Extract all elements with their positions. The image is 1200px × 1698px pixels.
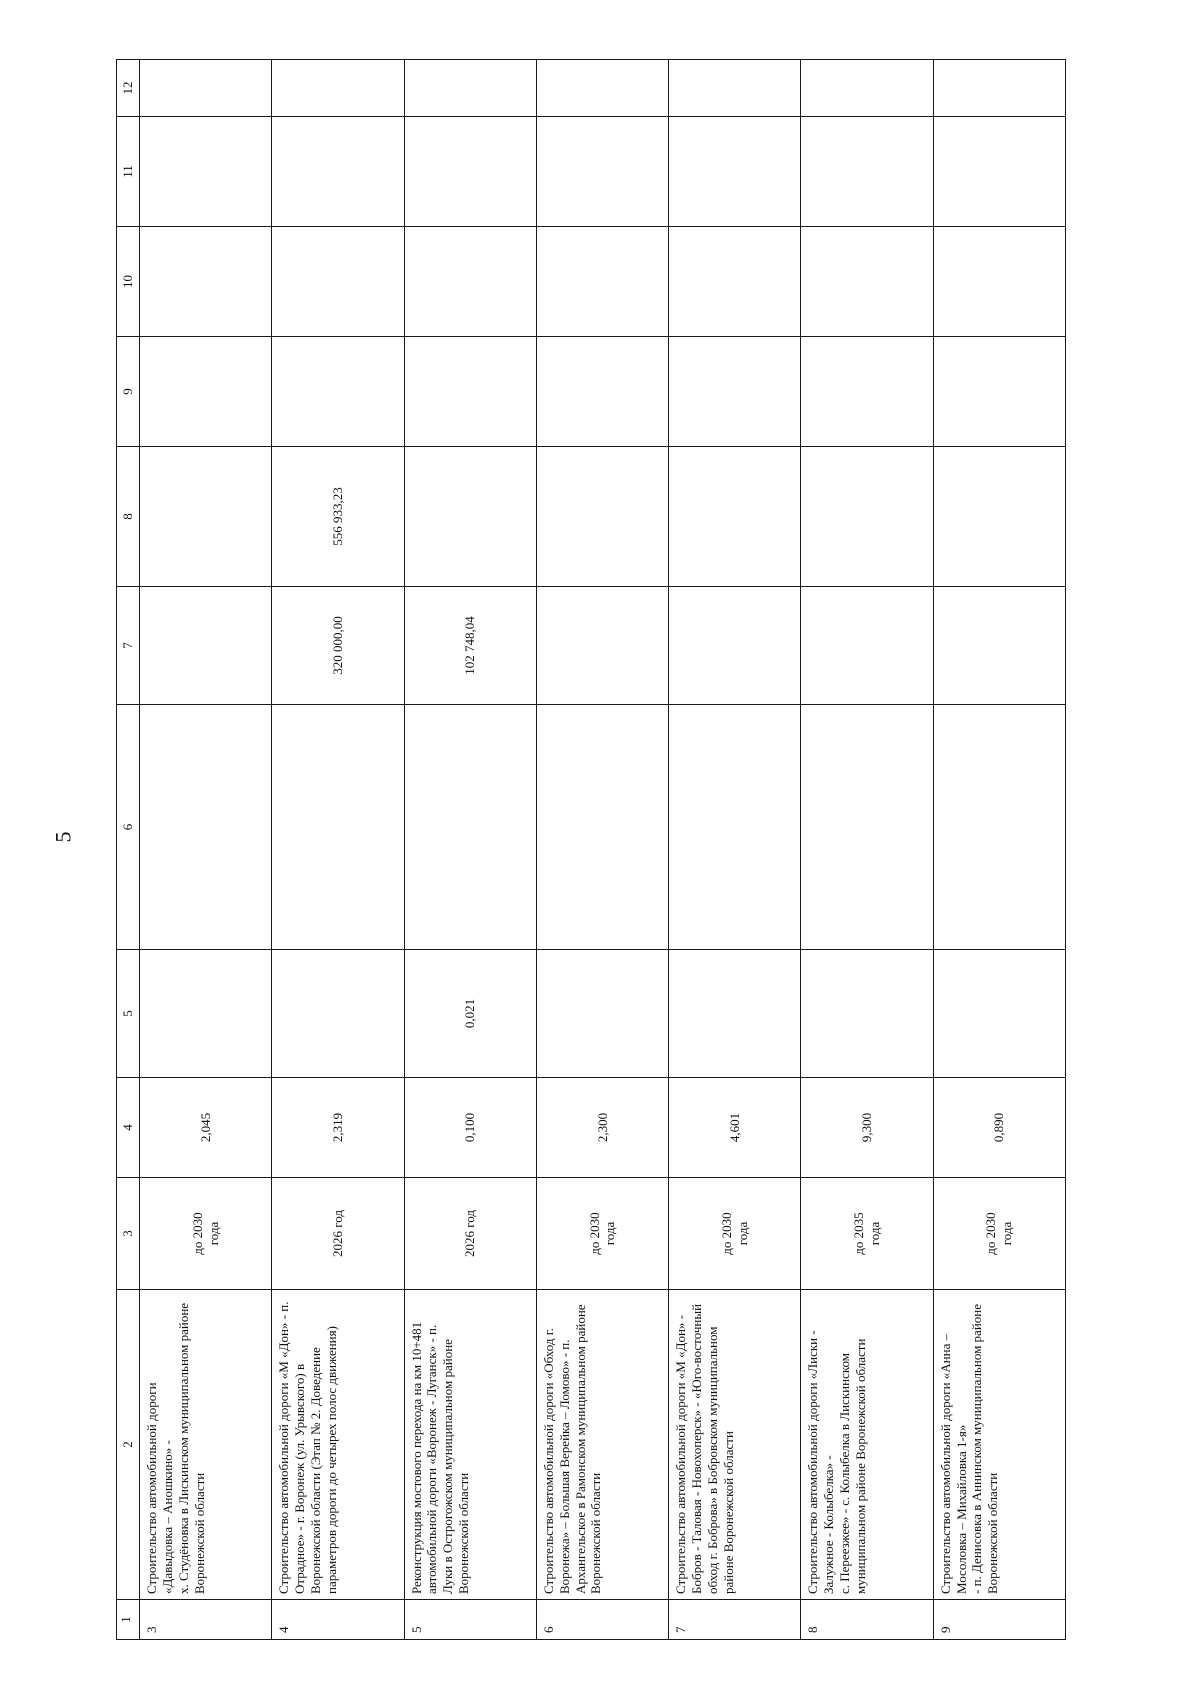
- col12-cell: [933, 60, 1065, 117]
- column-header: 2: [117, 1290, 140, 1600]
- table-stage: [116, 60, 1066, 1640]
- row-number-cell: 4: [272, 1600, 404, 1640]
- column-header: 7: [117, 587, 140, 705]
- length-cell: 9,300: [801, 1078, 933, 1178]
- col7-cell: 320 000,00: [272, 587, 404, 705]
- page-number: 5: [50, 831, 76, 843]
- deadline-cell: до 2035 года: [801, 1178, 933, 1290]
- col5-cell: [669, 950, 801, 1078]
- col9-cell: [139, 337, 271, 447]
- col11-cell: [933, 117, 1065, 227]
- col6-cell: [404, 705, 536, 950]
- col11-cell: [669, 117, 801, 227]
- col9-cell: [933, 337, 1065, 447]
- col10-cell: [536, 227, 668, 337]
- col12-cell: [801, 60, 933, 117]
- col8-cell: [404, 447, 536, 587]
- object-name-cell: Строительство автомобильной дороги «Обход г. Воронежа» – Большая Верейка – Ломово» - п. Архангельское в Рамонском муниципальном районе Воронежской области: [536, 1290, 668, 1600]
- col6-cell: [669, 705, 801, 950]
- column-header: 4: [117, 1078, 140, 1178]
- row-number-cell: 9: [933, 1600, 1065, 1640]
- column-header: 3: [117, 1178, 140, 1290]
- length-cell: 2,045: [139, 1078, 271, 1178]
- col5-cell: [801, 950, 933, 1078]
- row-number-cell: 6: [536, 1600, 668, 1640]
- col8-cell: [669, 447, 801, 587]
- col10-cell: [139, 227, 271, 337]
- col10-cell: [801, 227, 933, 337]
- column-header: 8: [117, 447, 140, 587]
- col9-cell: [272, 337, 404, 447]
- object-name-cell: Строительство автомобильной дороги «М «Дон» - п. Отрадное» - г. Воронеж (ул. Урывского) в Воронежской области (Этап № 2. Доведение параметров дороги до четырех полос движения): [272, 1290, 404, 1600]
- table-row: [272, 60, 404, 1640]
- col11-cell: [404, 117, 536, 227]
- column-header: 1: [117, 1600, 140, 1640]
- col9-cell: [801, 337, 933, 447]
- col7-cell: [536, 587, 668, 705]
- col12-cell: [536, 60, 668, 117]
- table-row: [404, 60, 536, 1640]
- col9-cell: [404, 337, 536, 447]
- column-header: 6: [117, 705, 140, 950]
- row-number-cell: 7: [669, 1600, 801, 1640]
- object-name-cell: Строительство автомобильной дороги «М «Дон» - Бобров - Таловая - Новохоперск» - «Юго-восточный обход г. Боброва» в Бобровском муниципальном районе Воронежской области: [669, 1290, 801, 1600]
- col6-cell: [272, 705, 404, 950]
- col5-cell: [536, 950, 668, 1078]
- col6-cell: [139, 705, 271, 950]
- col7-cell: [669, 587, 801, 705]
- col5-cell: 0,021: [404, 950, 536, 1078]
- length-cell: 0,890: [933, 1078, 1065, 1178]
- col7-cell: [139, 587, 271, 705]
- deadline-cell: 2026 год: [404, 1178, 536, 1290]
- col8-cell: [933, 447, 1065, 587]
- col9-cell: [536, 337, 668, 447]
- object-name-cell: Строительство автомобильной дороги «Анна – Мосоловка – Михайловка 1-я» - п. Денисовка в Аннинском муниципальном районе Воронежской области: [933, 1290, 1065, 1600]
- deadline-cell: 2026 год: [272, 1178, 404, 1290]
- col8-cell: [536, 447, 668, 587]
- col11-cell: [272, 117, 404, 227]
- col9-cell: [669, 337, 801, 447]
- deadline-cell: до 2030 года: [139, 1178, 271, 1290]
- col5-cell: [272, 950, 404, 1078]
- col11-cell: [536, 117, 668, 227]
- road-projects-table: [116, 59, 1066, 1640]
- deadline-cell: до 2030 года: [933, 1178, 1065, 1290]
- col6-cell: [933, 705, 1065, 950]
- col6-cell: [536, 705, 668, 950]
- length-cell: 0,100: [404, 1078, 536, 1178]
- col12-cell: [272, 60, 404, 117]
- table-row: [933, 60, 1065, 1640]
- object-name-cell: Строительство автомобильной дороги «Лиски - Залужное - Колыбелка» - с. Переезжее» - с. Колыбелка в Лискинском муниципальном районе Воронежской области: [801, 1290, 933, 1600]
- col5-cell: [139, 950, 271, 1078]
- col10-cell: [669, 227, 801, 337]
- col8-cell: [139, 447, 271, 587]
- length-cell: 4,601: [669, 1078, 801, 1178]
- table-row: [801, 60, 933, 1640]
- length-cell: 2,300: [536, 1078, 668, 1178]
- col7-cell: 102 748,04: [404, 587, 536, 705]
- deadline-cell: до 2030 года: [669, 1178, 801, 1290]
- table-row: [669, 60, 801, 1640]
- table-row: [139, 60, 271, 1640]
- col8-cell: [801, 447, 933, 587]
- col7-cell: [933, 587, 1065, 705]
- col8-cell: 556 933,23: [272, 447, 404, 587]
- table-row: [536, 60, 668, 1640]
- col6-cell: [801, 705, 933, 950]
- col10-cell: [272, 227, 404, 337]
- column-header: 11: [117, 117, 140, 227]
- col11-cell: [139, 117, 271, 227]
- row-number-cell: 5: [404, 1600, 536, 1640]
- col12-cell: [139, 60, 271, 117]
- row-number-cell: 3: [139, 1600, 271, 1640]
- column-header: 5: [117, 950, 140, 1078]
- col10-cell: [933, 227, 1065, 337]
- object-name-cell: Реконструкция мостового перехода на км 10+481 автомобильной дороги «Воронеж - Луганск» - п. Луки в Острогожском муниципальном районе Воронежской области: [404, 1290, 536, 1600]
- column-header: 9: [117, 337, 140, 447]
- column-number-row: [117, 60, 140, 1640]
- object-name-cell: Строительство автомобильной дороги «Давыдовка – Аношкино» - х. Студёновка в Лискинском муниципальном районе Воронежской области: [139, 1290, 271, 1600]
- col11-cell: [801, 117, 933, 227]
- row-number-cell: 8: [801, 1600, 933, 1640]
- column-header: 10: [117, 227, 140, 337]
- col12-cell: [669, 60, 801, 117]
- col12-cell: [404, 60, 536, 117]
- col10-cell: [404, 227, 536, 337]
- column-header: 12: [117, 60, 140, 117]
- deadline-cell: до 2030 года: [536, 1178, 668, 1290]
- col7-cell: [801, 587, 933, 705]
- length-cell: 2,319: [272, 1078, 404, 1178]
- col5-cell: [933, 950, 1065, 1078]
